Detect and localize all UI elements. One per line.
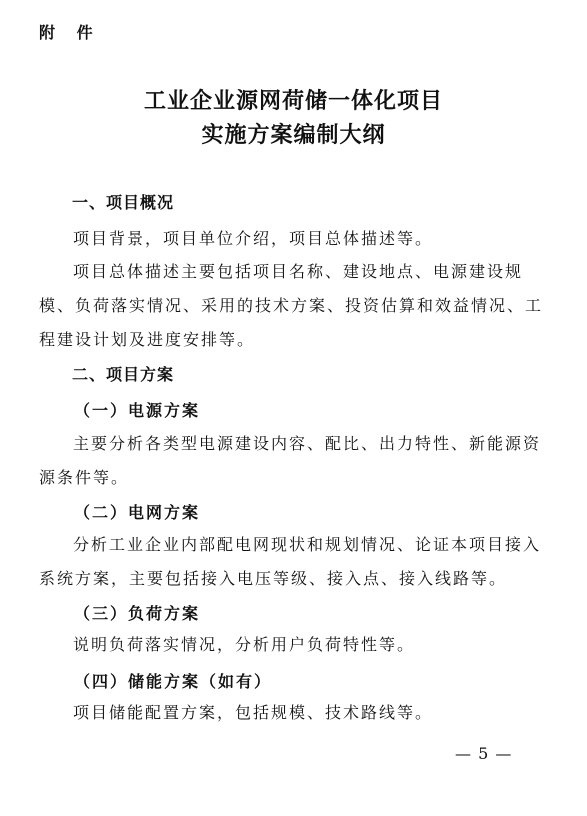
section-heading-plan: 二、项目方案 — [72, 365, 175, 384]
overview-paragraph-2: 项目总体描述主要包括项目名称、建设地点、电源建设规模、负荷落实情况、采用的技术方案、投资估算和效益情况、工程建设计划及进度安排等。 — [39, 262, 544, 349]
subsection-heading-power-source: （一）电源方案 — [74, 401, 201, 420]
overview-paragraph-1: 项目背景，项目单位介绍，项目总体描述等。 — [73, 229, 434, 248]
subsection-heading-load: （三）负荷方案 — [74, 604, 201, 623]
attachment-label: 附 件 — [39, 23, 101, 42]
load-paragraph: 说明负荷落实情况，分析用户负荷特性等。 — [73, 635, 416, 654]
document-title-line1: 工业企业源网荷储一体化项目 — [143, 88, 443, 114]
document-title-line2: 实施方案编制大纲 — [201, 122, 386, 148]
subsection-heading-grid: （二）电网方案 — [74, 503, 201, 522]
power-source-paragraph: 主要分析各类型电源建设内容、配比、出力特性、新能源资源条件等。 — [39, 434, 542, 487]
page-number: — 5 — — [455, 744, 513, 763]
section-heading-overview: 一、项目概况 — [72, 193, 175, 212]
grid-paragraph: 分析工业企业内部配电网现状和规划情况、论证本项目接入系统方案，主要包括接入电压等级、接入点、接入线路等。 — [39, 535, 542, 588]
storage-paragraph: 项目储能配置方案，包括规模、技术路线等。 — [73, 703, 434, 722]
subsection-heading-storage: （四）储能方案（如有） — [74, 672, 273, 691]
